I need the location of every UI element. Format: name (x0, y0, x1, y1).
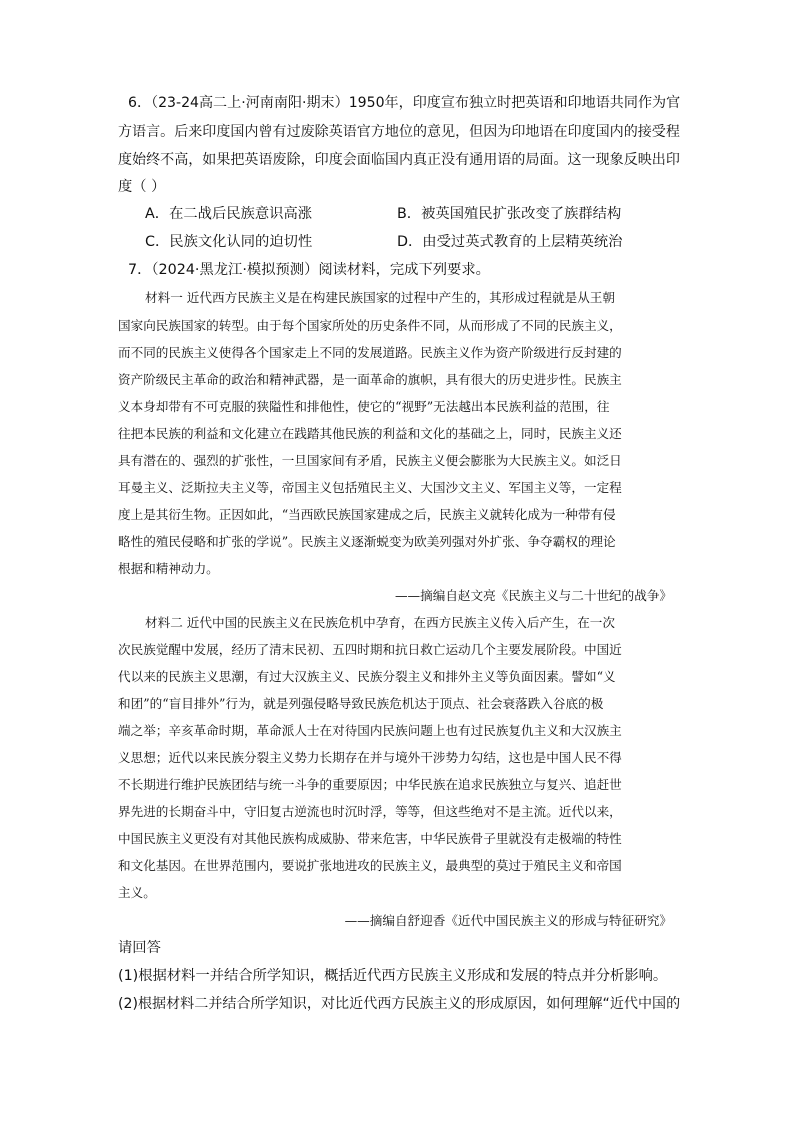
sub-question-1: (1)根据材料一并结合所学知识，概括近代西方民族主义形成和发展的特点并分析影响。 (118, 968, 668, 984)
material-2-line-4: 和团”的“盲目排外”行为，就是列强侵略导致民族危机达于顶点、社会衰落跌入谷底的极 (118, 696, 604, 711)
material-1-line-8: 耳曼主义、泛斯拉夫主义等，帝国主义包括殖民主义、大国沙文主义、军国主义等，一定程 (118, 480, 622, 495)
material-2-line-5: 端之举；辛亥革命时期，革命派人士在对待国内民族问题上也有过民族复仇主义和大汉族主 (118, 723, 622, 738)
material-1-line-1: 材料一 近代西方民族主义是在构建民族国家的过程中产生的，其形成过程就是从王朝 (145, 290, 615, 305)
material-2-line-2: 次民族觉醒中发展，经历了清末民初、五四时期和抗日救亡运动几个主要发展阶段。中国近 (118, 642, 622, 657)
material-1-line-6: 往把本民族的利益和文化建立在践踏其他民族的利益和文化的基础之上，同时，民族主义还 (118, 426, 622, 441)
material-1-line-5: 义本身却带有不可克服的狭隘性和排他性，使它的“视野”无法越出本民族利益的范围，往 (118, 399, 610, 414)
material-2-line-9: 中国民族主义更没有对其他民族构成威胁、带来危害，中华民族骨子里就没有走极端的特性 (118, 831, 622, 846)
material-1-line-7: 具有潜在的、强烈的扩张性，一旦国家间有矛盾，民族主义便会膨胀为大民族主义。如泛日 (118, 453, 622, 468)
option-b: B．被英国殖民扩张改变了族群结构 (397, 206, 622, 222)
option-c: C．民族文化认同的迫切性 (145, 234, 313, 250)
material-1-source: ——摘编自赵文亮《民族主义与二十世纪的战争》 (394, 588, 672, 603)
option-a: A．在二战后民族意识高涨 (145, 206, 313, 222)
material-2-line-1: 材料二 近代中国的民族主义在民族危机中孕育，在西方民族主义传入后产生，在一次 (145, 615, 615, 630)
material-2-line-7: 不长期进行维护民族团结与统一斗争的重要原因；中华民族在追求民族独立与复兴、追赶世 (118, 777, 622, 792)
material-1-line-10: 略性的殖民侵略和扩张的学说”。民族主义逐渐蜕变为欧美列强对外扩张、争夺霸权的理论 (118, 534, 616, 549)
material-1-line-11: 根据和精神动力。 (118, 561, 219, 576)
question-6-line-2: 方语言。后来印度国内曾有过废除英语官方地位的意见，但因为印地语在印度国内的接受程 (118, 124, 680, 140)
material-1-line-4: 资产阶级民主革命的政治和精神武器，是一面革命的旗帜，具有很大的历史进步性。民族主 (118, 372, 622, 387)
question-6-line-1: 6．（23-24高二上·河南南阳·期末）1950年，印度宣布独立时把英语和印地语共同作为官 (128, 95, 681, 111)
option-d: D．由受过英式教育的上层精英统治 (397, 234, 623, 250)
question-6-line-4: 度（ ） (118, 179, 166, 195)
material-2-line-3: 代以来的民族主义思潮，有过大汉族主义、民族分裂主义和排外主义等负面因素。譬如“义 (118, 669, 616, 684)
material-2-line-6: 义思想；近代以来民族分裂主义势力长期存在并与境外干涉势力勾结，这也是中国人民不得 (118, 750, 622, 765)
question-6-line-3: 度始终不高，如果把英语废除，印度会面临国内真正没有通用语的局面。这一现象反映出印 (118, 152, 680, 168)
material-2-line-11: 主义。 (118, 885, 156, 900)
sub-question-2: (2)根据材料二并结合所学知识，对比近代西方民族主义的形成原因，如何理解“近代中国的 (118, 996, 681, 1012)
material-2-line-10: 和文化基因。在世界范围内，要说扩张地进攻的民族主义，最典型的莫过于殖民主义和帝国 (118, 858, 622, 873)
answer-prompt: 请回答 (118, 940, 161, 956)
material-2-line-8: 界先进的长期奋斗中，守旧复古逆流也时沉时浮，等等，但这些绝对不是主流。近代以来， (118, 804, 622, 819)
material-1-line-3: 而不同的民族主义使得各个国家走上不同的发展道路。民族主义作为资产阶级进行反封建的 (118, 345, 622, 360)
material-1-line-9: 度上是其衍生物。正因如此，“当西欧民族国家建成之后，民族主义就转化成为一种带有侵 (118, 507, 616, 522)
material-2-source: ——摘编自舒迎香《近代中国民族主义的形成与特征研究》 (344, 913, 672, 928)
question-7-stem: 7．（2024·黑龙江·模拟预测）阅读材料，完成下列要求。 (128, 262, 490, 278)
material-1-line-2: 国家向民族国家的转型。由于每个国家所处的历史条件不同，从而形成了不同的民族主义， (118, 318, 622, 333)
